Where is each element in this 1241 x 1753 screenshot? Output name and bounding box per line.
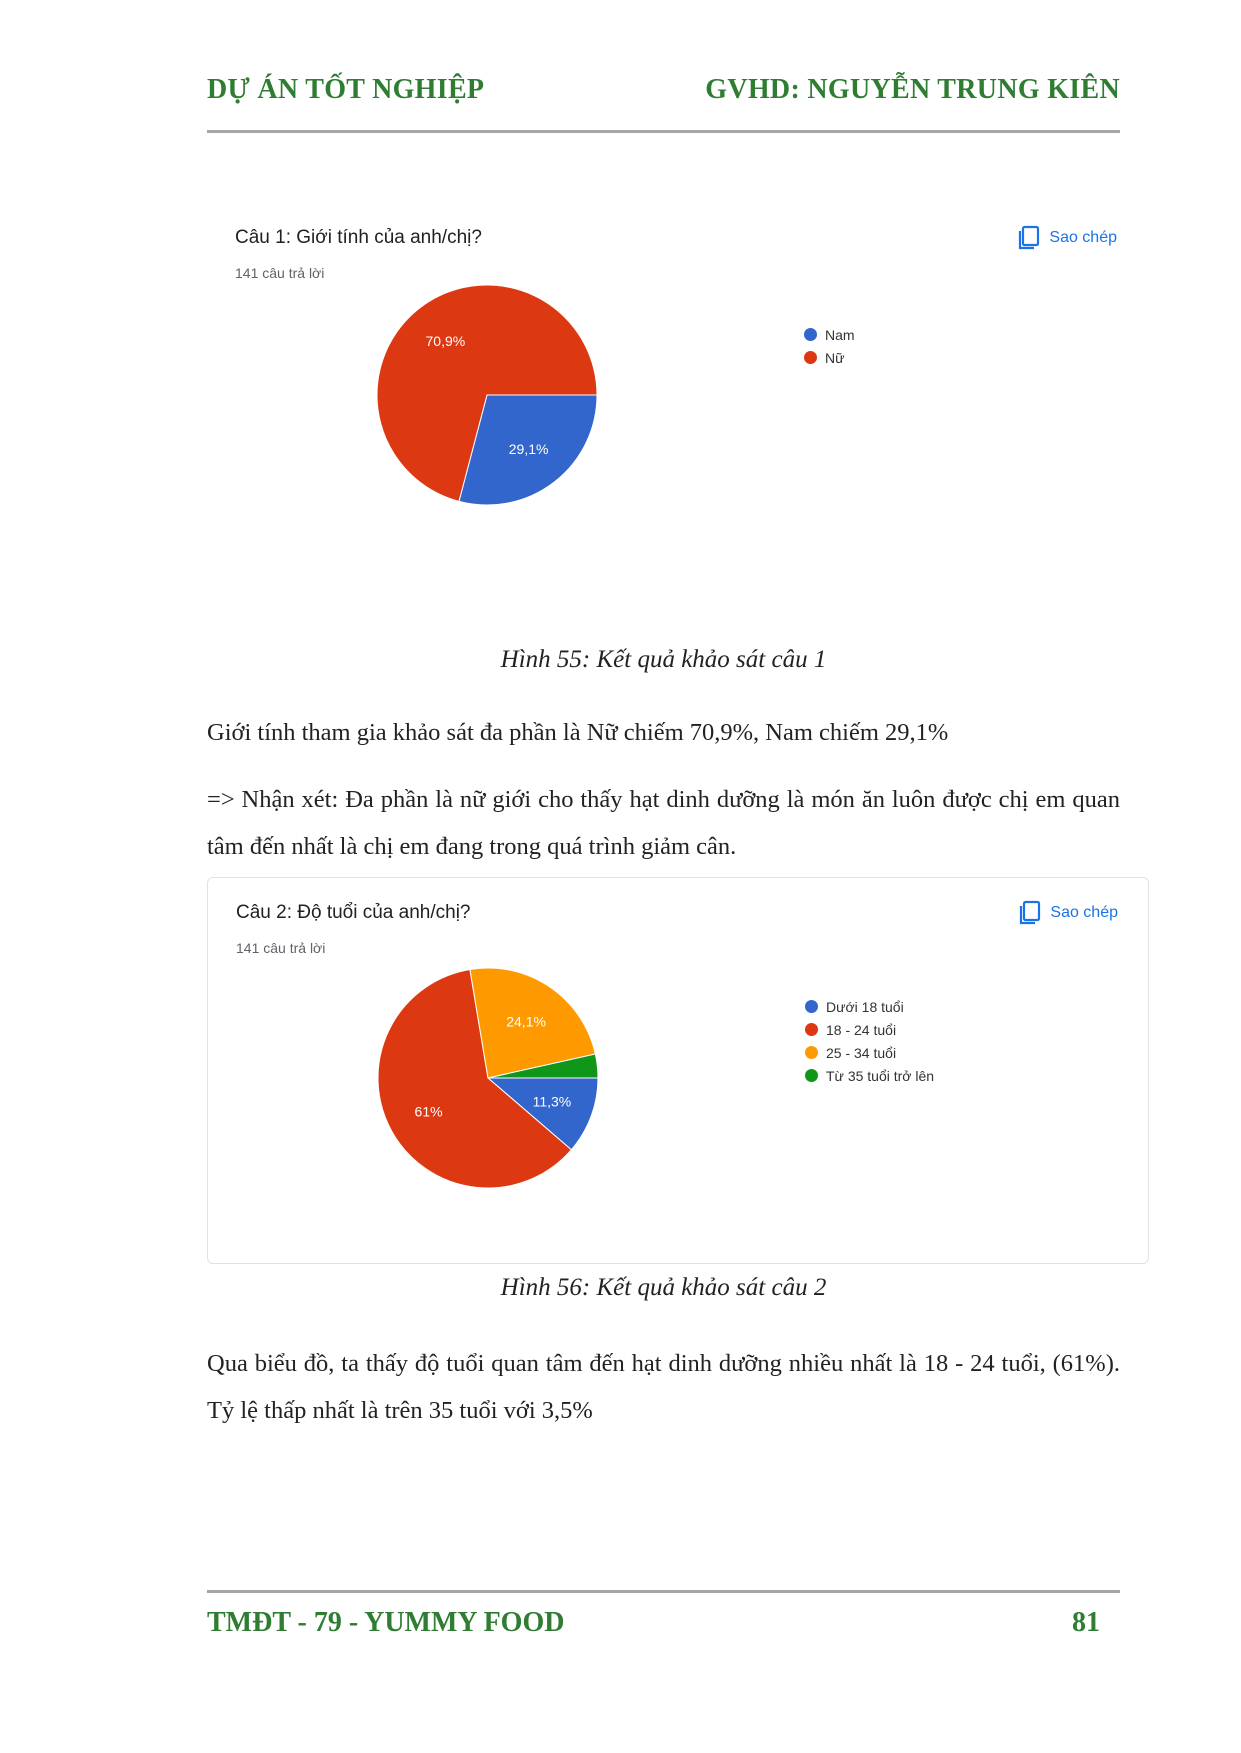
survey-card-q2 xyxy=(207,877,1149,1264)
copy-button[interactable] xyxy=(1017,225,1117,251)
legend-swatch xyxy=(805,1046,818,1059)
legend-item xyxy=(805,995,934,1018)
copy-icon xyxy=(1018,900,1042,926)
gender-pie-chart xyxy=(367,275,607,515)
paragraph-gender: Giới tính tham gia khảo sát đa phần là Nữ chiếm 70,9%, Nam chiếm 29,1% xyxy=(207,719,949,746)
question-title: Câu 1: Giới tính của anh/chị? xyxy=(235,227,482,248)
slice-label: 29,1% xyxy=(508,441,549,458)
copy-label: Sao chép xyxy=(1050,904,1118,921)
legend-item xyxy=(805,1064,934,1087)
legend-swatch xyxy=(805,1000,818,1013)
legend-label: 18 - 24 tuổi xyxy=(826,1021,897,1038)
footer-project: TMĐT - 79 - YUMMY FOOD xyxy=(207,1607,565,1638)
chart-legend xyxy=(805,995,934,1087)
response-count: 141 câu trả lời xyxy=(235,265,325,281)
paragraph-age: Qua biểu đồ, ta thấy độ tuổi quan tâm đến hạt dinh dưỡng nhiều nhất là 18 - 24 tuổi, (61%). Tỷ lệ thấp nhất là trên 35 tuổi với 3,5% xyxy=(207,1350,1120,1424)
paragraph-comment: => Nhận xét: Đa phần là nữ giới cho thấy hạt dinh dưỡng là món ăn luôn được chị em quan tâm đến nhất là chị em đang trong quá trình giảm cân. xyxy=(207,786,1120,860)
header-advisor: GVHD: NGUYỄN TRUNG KIÊN xyxy=(705,74,1120,105)
copy-icon xyxy=(1017,225,1041,251)
figure-caption: Hình 55: Kết quả khảo sát câu 1 xyxy=(500,646,827,673)
header-rule xyxy=(207,130,1120,133)
slice-label: 11,3% xyxy=(532,1093,572,1110)
figure-caption: Hình 56: Kết quả khảo sát câu 2 xyxy=(500,1274,827,1301)
legend-swatch xyxy=(804,351,817,364)
slice-label: 61% xyxy=(414,1103,443,1120)
response-count: 141 câu trả lời xyxy=(236,940,326,956)
legend-label: Từ 35 tuổi trở lên xyxy=(826,1067,935,1084)
slice-label: 70,9% xyxy=(425,332,466,349)
legend-label: 25 - 34 tuổi xyxy=(826,1044,897,1061)
legend-item xyxy=(805,1018,934,1041)
chart-legend xyxy=(804,323,855,369)
legend-swatch xyxy=(804,328,817,341)
legend-label: Nữ xyxy=(825,349,845,366)
survey-card-q1 xyxy=(207,205,1147,595)
copy-button[interactable] xyxy=(1018,900,1118,926)
age-pie-chart xyxy=(368,958,608,1198)
legend-swatch xyxy=(805,1069,818,1082)
legend-item xyxy=(805,1041,934,1064)
copy-label: Sao chép xyxy=(1049,229,1117,246)
legend-swatch xyxy=(805,1023,818,1036)
page-header xyxy=(207,70,1120,110)
page-number: 81 xyxy=(1072,1607,1100,1638)
legend-label: Dưới 18 tuổi xyxy=(826,998,904,1015)
legend-item xyxy=(804,346,855,369)
question-title: Câu 2: Độ tuổi của anh/chị? xyxy=(236,902,471,923)
slice-label: 24,1% xyxy=(506,1013,546,1030)
header-title: DỰ ÁN TỐT NGHIỆP xyxy=(207,74,485,105)
footer-rule xyxy=(207,1590,1120,1593)
legend-item xyxy=(804,323,855,346)
legend-label: Nam xyxy=(825,326,855,343)
